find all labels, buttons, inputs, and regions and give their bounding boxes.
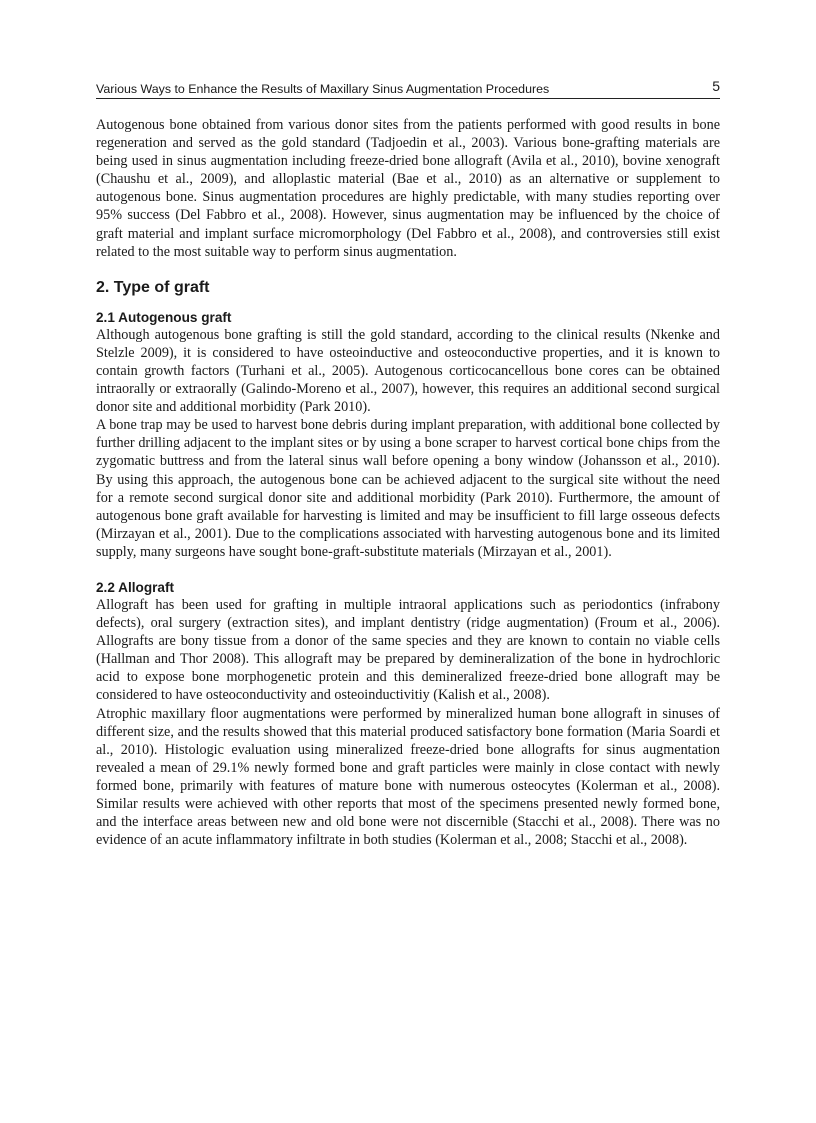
allograft-paragraph-1: Allograft has been used for grafting in multiple intraoral applications such as periodontics (infrabony defects), oral surgery (extraction sites), and implant dentistry (ridge augmentation) (Froum et al., 2006). Allografts are bony tissue from a donor of the same species and they are known to contain no viable cells (Hallman and Thor 2008). This allograft may be prepared by demineralization of the bone in hydrochloric acid to expose bone morphogenetic protein and this demineralized freeze-dried bone allograft may be considered to have osteoconductivity and osteoinductivitiy (Kalish et al., 2008). (96, 596, 720, 704)
running-header (96, 80, 720, 99)
section-spacer (96, 561, 720, 579)
article-body (96, 116, 720, 849)
running-title: Various Ways to Enhance the Results of Maxillary Sinus Augmentation Procedures (96, 82, 550, 96)
subsection-heading-autogenous-graft: 2.1 Autogenous graft (96, 309, 232, 325)
autogenous-paragraph-2: A bone trap may be used to harvest bone debris during implant preparation, with additional bone collected by further drilling adjacent to the implant sites or by using a bone scraper to harvest cortical bone chips from the zygomatic buttress and from the lateral sinus wall before opening a bony window (Johansson et al., 2010). By using this approach, the autogenous bone can be achieved adjacent to the surgical site without the need for a remote second surgical donor site and additional morbidity (Park 2010). Furthermore, the amount of autogenous bone graft available for harvesting is limited and may be insufficient to fill large osseous defects (Mirzayan et al., 2001). Due to the complications associated with harvesting autogenous bone and its limited supply, many surgeons have sought bone-graft-substitute materials (Mirzayan et al., 2001). (96, 417, 720, 560)
subsection-heading-allograft: 2.2 Allograft (96, 579, 175, 595)
allograft-paragraph-2: Atrophic maxillary floor augmentations were performed by mineralized human bone allograft in sinuses of different size, and the results showed that this material produced satisfactory bone formation (Maria Soardi et al., 2010). Histologic evaluation using mineralized freeze-dried bone allografts for sinus augmentation revealed a mean of 29.1% newly formed bone and graft particles were mainly in close contact with newly formed bone, primarily with features of mature bone with numerous osteocytes (Kolerman et al., 2008). Similar results were achieved with other reports that most of the specimens presented newly formed bone, and the interface areas between new and old bone were not discernible (Stacchi et al., 2008). There was no evidence of an acute inflammatory infiltrate in both studies (Kolerman et al., 2008; Stacchi et al., 2008). (96, 705, 720, 849)
section-heading-type-of-graft: 2. Type of graft (96, 278, 210, 296)
page-number: 5 (712, 78, 720, 94)
autogenous-paragraph-1: Although autogenous bone grafting is still the gold standard, according to the clinical results (Nkenke and Stelzle 2009), it is considered to have osteoinductive and osteoconductive properties, and it is known to contain growth factors (Turhani et al., 2005). Autogenous corticocancellous bone cores can be obtained intraorally or extraorally (Galindo-Moreno et al., 2007), however, this requires an additional second surgical donor site and additional morbidity (Park 2010). (96, 326, 720, 416)
intro-paragraph: Autogenous bone obtained from various donor sites from the patients performed with good results in bone regeneration and served as the gold standard (Tadjoedin et al., 2003). Various bone-grafting materials are being used in sinus augmentation including freeze-dried bone allograft (Avila et al., 2010), bovine xenograft (Chaushu et al., 2009), and alloplastic material (Bae et al., 2010) as an alternative or supplement to autogenous bone. Sinus augmentation procedures are highly predictable, with many studies reporting over 95% success (Del Fabbro et al., 2008). However, sinus augmentation may be influenced by the choice of graft material and implant surface micromorphology (Del Fabbro et al., 2008), and controversies still exist related to the most suitable way to perform sinus augmentation. (96, 117, 720, 260)
